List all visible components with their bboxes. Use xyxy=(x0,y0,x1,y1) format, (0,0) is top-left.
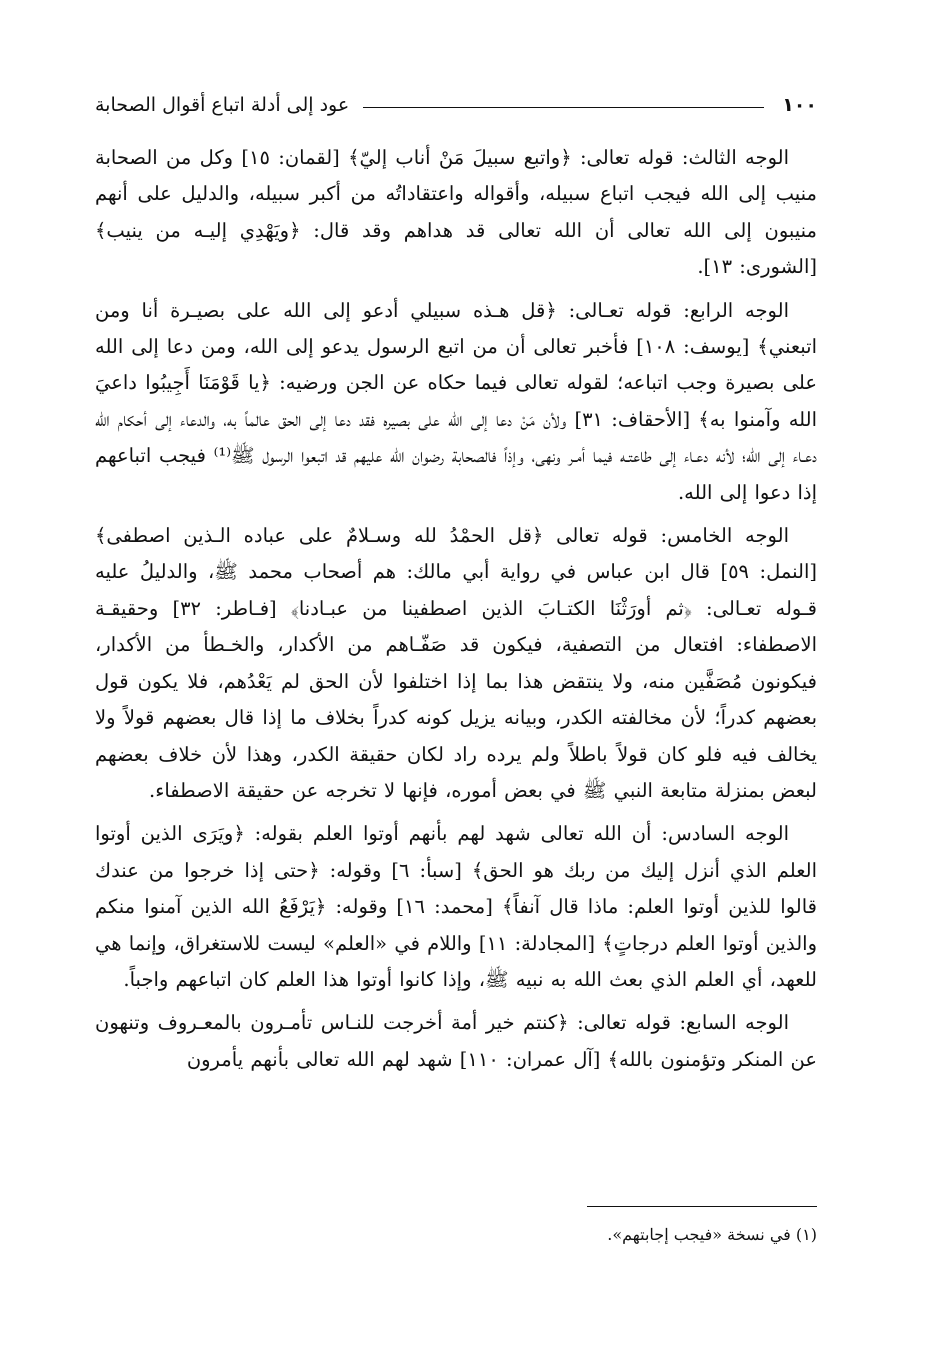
paragraph-fourth-aspect: الوجه الرابع: قوله تعـالى: ﴿قل هـذه سبيلي أدعو إلى الله على بصيـرة أنا ومن اتبعني﴾ [يوسف: ١٠٨] فأخبر تعالى أن من اتبع الرسول يدعو إلى الله، ومن دعا إلى الله على بصيرة وجب اتباعه؛ لقوله تعالى فيما حكاه عن الجن ورضيه: ﴿يا قَوْمَنَا أَجِيبُوا داعيَ الله وآمنوا به﴾ [الأحقاف: ٣١] ولأن مَنْ دعا إلى الله على بصيره فقد دعا إلى الحق عالماً به، والدعاء إلى أحكام الله دعـاء إلى الله؛ لأنه دعـاء إلى طاعتـه فيما أمـر ونهى، وإذاً فالصحابة رضوان الله عليهم قد اتبعوا الرسول ﷺ⁽¹⁾ فيجب اتباعهم إذا دعوا إلى الله. xyxy=(95,298,817,504)
paragraph-seventh-aspect: الوجه السابع: قوله تعالى: ﴿كنتم خير أمة أخرجت للنـاس تأمـرون بالمعـروف وتنهون عن المنكر وتؤمنون بالله﴾ [آل عمران: ١١٠] شهد لهم الله تعالى بأنهم يأمرون xyxy=(95,1011,817,1071)
footnote: (١) في نسخة «فيجب إجابتهم». xyxy=(607,1225,817,1244)
header-rule xyxy=(363,107,764,108)
footnote-rule xyxy=(587,1206,817,1207)
footnote-area xyxy=(95,1206,817,1249)
running-header xyxy=(95,88,817,122)
paragraph-third-aspect: الوجه الثالث: قوله تعالى: ﴿واتبع سبيلَ مَنْ أناب إليّ﴾ [لقمان: ١٥] وكل من الصحابة منيب إلى الله فيجب اتباع سبيله، وأقواله واعتقاداتُه من أكبر سبيله، والدليل على أنهم منيبون إلى الله تعالى أن الله تعالى قد هداهم وقد قال: ﴿ويَهْدِي إليـه من ينيب﴾ [الشورى: ١٣]. xyxy=(95,146,817,279)
page-number: ١٠٠ xyxy=(782,94,817,116)
paragraph-fifth-aspect: الوجه الخامس: قوله تعالى ﴿قل الحمْدُ لله وسـلامٌ على عباده الـذين اصطفى﴾ [النمل: ٥٩] قال ابن عباس في رواية أبي مالك: هم أصحاب محمد ﷺ، والدليلُ عليه قـوله تعـالى: ﴿ثم أورَثْنَا الكتـابَ الذين اصطفينا من عبـادنا﴾ [فـاطر: ٣٢] وحقيقـة الاصطفاء: افتعال من التصفية، فيكون قد صَفّـاهم من الأكدار، والخـطأ من الأكدار، فيكونون مُصَفَّين منه، ولا ينتقض هذا بما إذا اختلفوا لأن الحق لم يَعْدُهم، فلا يكون قول بعضهم كدراً؛ لأن مخالفته الكدر، وبيانه يزيل كونه كدراً بخلاف ما إذا قال بعضهم قولاً ولا يخالف فيه فلو كان قولاً باطلاً ولم يرده راد لكان حقيقة الكدر، وهذا لأن خلاف بعضهم لبعض بمنزلة متابعة النبي ﷺ في بعض أموره، فإنها لا تخرجه عن حقيقة الاصطفاء. xyxy=(95,524,817,802)
book-page xyxy=(95,88,817,1288)
paragraph-sixth-aspect: الوجه السادس: أن الله تعالى شهد لهم بأنهم أوتوا العلم بقوله: ﴿ويَرَى الذين أوتوا العلم الذي أنزل إليك من ربك هو الحق﴾ [سبأ: ٦] وقوله: ﴿حتى إذا خرجوا من عندك قالوا للذين أوتوا العلم: ماذا قال آنفاً﴾ [محمد: ١٦] وقوله: ﴿يَرْفَعُ الله الذين آمنوا منكم والذين أوتوا العلم درجاتٍ﴾ [المجادلة: ١١] واللام في «العلم» ليست للاستغراق، وإنما هي للعهد، أي العلم الذي بعث الله به نبيه ﷺ، وإذا كانوا أوتوا هذا العلم كان اتباعهم واجباً. xyxy=(95,822,818,991)
running-title: عود إلى أدلة اتباع أقوال الصحابة xyxy=(95,94,350,116)
body-text xyxy=(95,140,817,1078)
